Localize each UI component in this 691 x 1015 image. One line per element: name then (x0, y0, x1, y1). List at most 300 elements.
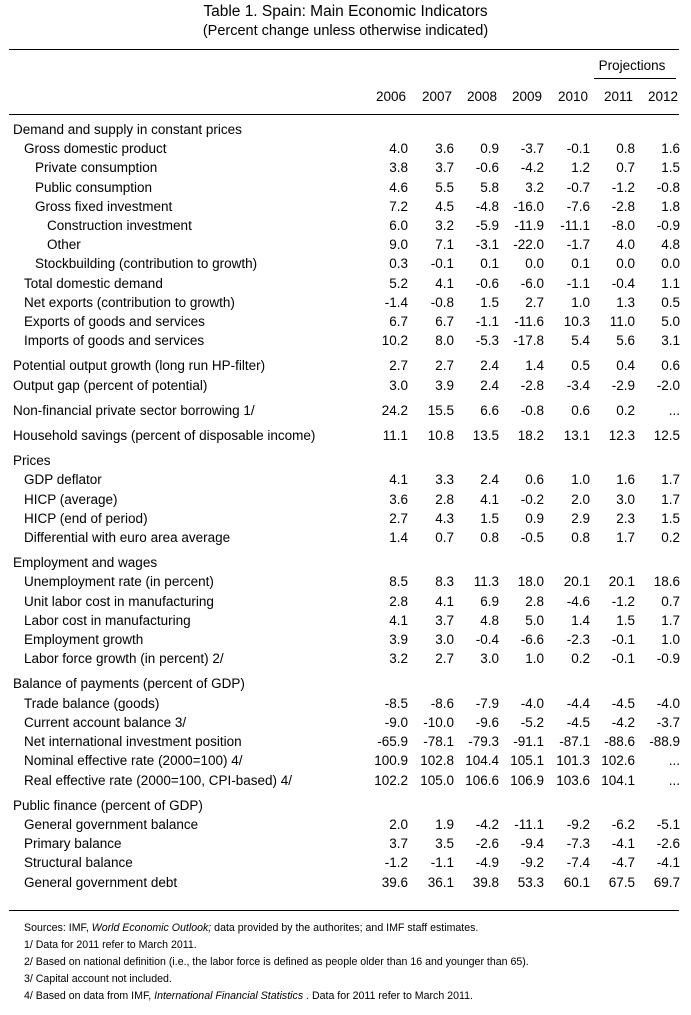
row-end-pad (680, 451, 691, 470)
cell-2008: 106.6 (465, 772, 499, 788)
cell-2010: -4.5 (566, 714, 590, 730)
cell-2007: 10.8 (427, 428, 454, 444)
table-row (0, 509, 691, 528)
row-label: HICP (average) (24, 491, 118, 507)
cell-2007: 3.6 (435, 141, 454, 157)
row-label: Imports of goods and services (24, 333, 205, 349)
cell-2011: -88.6 (604, 734, 635, 750)
table-row (0, 274, 691, 293)
cell-2007: -10.0 (423, 714, 454, 730)
row-label: HICP (end of period) (24, 510, 148, 526)
cell-2012: -0.8 (656, 179, 680, 195)
cell-2009: -0.8 (520, 402, 544, 418)
section-header-row (0, 120, 691, 139)
cell-2009: 0.9 (525, 510, 544, 526)
cell-2009: 0.0 (525, 256, 544, 272)
cell-2010: 2.9 (571, 510, 590, 526)
cell-2008: -4.2 (475, 816, 499, 832)
cell-2006: 2.8 (389, 593, 408, 609)
table-row (0, 197, 691, 216)
row-label: Employment and wages (13, 555, 158, 571)
cell-2007: 2.7 (435, 358, 454, 374)
row-end-pad (680, 490, 691, 509)
table-row (0, 694, 691, 713)
cell-2010: -0.1 (566, 141, 590, 157)
table-row (0, 834, 691, 853)
cell-2006: -65.9 (377, 734, 408, 750)
table-row (0, 528, 691, 547)
row-label: Balance of payments (percent of GDP) (13, 676, 245, 692)
row-label: Differential with euro area average (24, 530, 231, 546)
table-row (0, 572, 691, 591)
cell-2006 (368, 120, 408, 139)
table-row (0, 293, 691, 312)
cell-2009: -91.1 (513, 734, 544, 750)
cell-2006: 6.0 (389, 218, 408, 234)
cell-2007: 2.8 (435, 491, 454, 507)
sources-publication: World Economic Outlook; (91, 922, 212, 934)
cell-2012: -4.0 (656, 695, 680, 711)
cell-2008: -4.8 (475, 198, 499, 214)
row-label: Labor cost in manufacturing (24, 612, 191, 628)
row-end-pad (680, 197, 691, 216)
row-label: Prices (13, 453, 51, 469)
cell-2006: 6.7 (389, 314, 408, 330)
cell-2009: -9.2 (520, 855, 544, 871)
row-end-pad (680, 274, 691, 293)
cell-2011 (590, 451, 635, 470)
cell-2007 (408, 120, 454, 139)
cell-2011 (590, 674, 635, 693)
cell-2011: 3.0 (616, 491, 635, 507)
row-end-pad (680, 694, 691, 713)
cell-2008: -9.6 (475, 714, 499, 730)
cell-2011: 0.8 (616, 141, 635, 157)
cell-2011: 102.6 (601, 753, 635, 769)
cell-2008: 39.8 (472, 874, 499, 890)
row-end-pad (680, 674, 691, 693)
cell-2009: 2.7 (525, 294, 544, 310)
cell-2010: 10.3 (563, 314, 590, 330)
cell-2012: 1.5 (661, 160, 680, 176)
row-end-pad (680, 120, 691, 139)
cell-2009: 1.4 (525, 358, 544, 374)
table-row (0, 216, 691, 235)
cell-2009: 3.2 (525, 179, 544, 195)
row-label: General government balance (24, 816, 199, 832)
row-end-pad (680, 470, 691, 489)
footnote-4 (24, 988, 674, 1005)
cell-2009: -17.8 (513, 333, 544, 349)
cell-2006: 3.0 (389, 377, 408, 393)
year-header-2008: 2008 (466, 89, 497, 104)
section-header-row (0, 451, 691, 470)
cell-2010: 5.4 (571, 333, 590, 349)
row-label: Unemployment rate (in percent) (24, 574, 214, 590)
cell-2009: -0.2 (520, 491, 544, 507)
cell-2012 (635, 796, 680, 815)
cell-2010: -11.1 (560, 218, 590, 234)
cell-2011: -4.5 (611, 695, 635, 711)
cell-2007: 4.3 (435, 510, 454, 526)
cell-2007: 4.5 (435, 198, 454, 214)
cell-2012: 3.1 (661, 333, 680, 349)
row-label: Primary balance (24, 836, 122, 852)
sources-suffix: data provided by the authorites; and IMF staff estimates. (211, 922, 479, 934)
table-row (0, 331, 691, 350)
cell-2008 (454, 674, 499, 693)
cell-2012: 4.8 (661, 237, 680, 253)
cell-2012: 12.5 (653, 428, 680, 444)
cell-2009 (499, 451, 544, 470)
cell-2012: 1.7 (661, 491, 680, 507)
cell-2012: -2.0 (656, 377, 680, 393)
cell-2009: 2.8 (525, 593, 544, 609)
cell-2011: 0.2 (616, 402, 635, 418)
cell-2011 (590, 553, 635, 572)
row-end-pad (680, 158, 691, 177)
cell-2009 (499, 553, 544, 572)
cell-2009: -5.2 (520, 714, 544, 730)
cell-2006: 102.2 (374, 772, 408, 788)
cell-2009: 105.1 (510, 753, 544, 769)
cell-2009: -16.0 (513, 198, 544, 214)
cell-2012: 1.1 (661, 275, 680, 291)
cell-2012: 0.2 (661, 530, 680, 546)
cell-2007: 36.1 (427, 874, 454, 890)
row-label: Net international investment position (24, 734, 242, 750)
cell-2011: 104.1 (601, 772, 635, 788)
cell-2011: -4.1 (611, 836, 635, 852)
table-row (0, 873, 691, 892)
cell-2012: ... (668, 753, 680, 769)
row-label: Net exports (contribution to growth) (24, 294, 235, 310)
cell-2009: -11.1 (514, 816, 544, 832)
cell-2012 (635, 674, 680, 693)
cell-2008 (454, 796, 499, 815)
cell-2009: -6.0 (520, 275, 544, 291)
table-row (0, 853, 691, 872)
year-header-2010: 2010 (557, 89, 588, 104)
cell-2006: 2.7 (389, 510, 408, 526)
row-end-pad (680, 331, 691, 350)
row-end-pad (680, 235, 691, 254)
cell-2006: 3.6 (389, 491, 408, 507)
table-row (0, 751, 691, 770)
cell-2008: 4.1 (480, 491, 499, 507)
cell-2010: -87.1 (559, 734, 590, 750)
year-header-2011: 2011 (603, 89, 633, 104)
row-end-pad (680, 713, 691, 732)
row-end-pad (680, 139, 691, 158)
cell-2012: 1.7 (661, 612, 680, 628)
footnote-1: 1/ Data for 2011 refer to March 2011. (24, 939, 197, 951)
cell-2008: 0.8 (480, 530, 499, 546)
table-row (0, 592, 691, 611)
row-end-pad (680, 572, 691, 591)
row-end-pad (680, 553, 691, 572)
cell-2006: 5.2 (389, 275, 408, 291)
cell-2007: 3.0 (435, 632, 454, 648)
cell-2007: -0.1 (430, 256, 454, 272)
cell-2008: -79.3 (468, 734, 499, 750)
cell-2010: 0.8 (571, 530, 590, 546)
cell-2012: -5.1 (656, 816, 680, 832)
cell-2007: 15.5 (427, 402, 454, 418)
cell-2007: 2.7 (435, 651, 454, 667)
row-label: Unit labor cost in manufacturing (24, 593, 214, 609)
cell-2011: -6.2 (611, 816, 635, 832)
bottom-rule (9, 910, 679, 911)
cell-2008: 1.5 (480, 510, 499, 526)
row-end-pad (680, 509, 691, 528)
cell-2007: 3.3 (435, 472, 454, 488)
cell-2011: 5.6 (616, 333, 635, 349)
cell-2008: -0.4 (475, 632, 499, 648)
table-row (0, 254, 691, 273)
cell-2006: 1.4 (389, 530, 408, 546)
cell-2010: 1.0 (571, 294, 590, 310)
row-label: Gross domestic product (24, 141, 167, 157)
cell-2010: 13.1 (563, 428, 590, 444)
cell-2009: -0.5 (520, 530, 544, 546)
cell-2007: 1.9 (435, 816, 454, 832)
projections-label: Projections (598, 58, 666, 73)
cell-2007 (408, 796, 454, 815)
cell-2006 (368, 553, 408, 572)
row-label: Employment growth (24, 632, 144, 648)
cell-2010: 0.5 (571, 358, 590, 374)
cell-2007: 8.3 (435, 574, 454, 590)
row-label: Gross fixed investment (35, 198, 173, 214)
cell-2012: 1.6 (661, 141, 680, 157)
row-label: Potential output growth (long run HP-filter) (13, 358, 266, 374)
row-label: Total domestic demand (24, 275, 163, 291)
cell-2007: 105.0 (420, 772, 454, 788)
row-label: Public consumption (35, 179, 153, 195)
cell-2012: -0.9 (656, 651, 680, 667)
cell-2007: 3.7 (435, 612, 454, 628)
cell-2008: 104.4 (465, 753, 499, 769)
cell-2008: -7.9 (475, 695, 499, 711)
cell-2012 (635, 451, 680, 470)
row-end-pad (680, 216, 691, 235)
cell-2008 (454, 553, 499, 572)
cell-2011: 1.6 (616, 472, 635, 488)
cell-2007 (408, 674, 454, 693)
cell-2007: 3.9 (435, 377, 454, 393)
note4-suffix: . Data for 2011 refer to March 2011. (303, 990, 473, 1002)
row-label: Nominal effective rate (2000=100) 4/ (24, 753, 243, 769)
cell-2007: 3.5 (435, 836, 454, 852)
cell-2011: 20.1 (608, 574, 635, 590)
cell-2008: 0.9 (480, 141, 499, 157)
row-label: Non-financial private sector borrowing 1/ (13, 402, 255, 418)
row-label: Real effective rate (2000=100, CPI-based) 4/ (24, 772, 293, 788)
cell-2010: 0.2 (571, 651, 590, 667)
cell-2011: 11.0 (609, 314, 635, 330)
row-label: Structural balance (24, 855, 133, 871)
cell-2009: 18.2 (517, 428, 544, 444)
row-end-pad (680, 178, 691, 197)
cell-2012: -4.1 (656, 855, 680, 871)
section-header-row (0, 796, 691, 815)
note4-publication: International Financial Statistics (154, 990, 304, 1002)
sources-prefix: Sources: IMF, (24, 922, 92, 934)
cell-2010: -1.1 (566, 275, 590, 291)
cell-2007: 4.1 (435, 275, 454, 291)
cell-2012: 1.0 (661, 632, 680, 648)
cell-2008: -4.9 (475, 855, 499, 871)
cell-2011: 2.3 (616, 510, 635, 526)
cell-2007: -1.1 (430, 855, 454, 871)
footnote-2: 2/ Based on national definition (i.e., the labor force is defined as people older than 16 and younger than 65). (24, 956, 529, 968)
cell-2012: 18.6 (653, 574, 680, 590)
year-header-2009: 2009 (511, 89, 542, 104)
table-row (0, 178, 691, 197)
cell-2008: -2.6 (475, 836, 499, 852)
cell-2006: 0.3 (389, 256, 408, 272)
cell-2008: -1.1 (475, 314, 499, 330)
table-row (0, 732, 691, 751)
cell-2010: 1.0 (571, 472, 590, 488)
table-row (0, 158, 691, 177)
cell-2010: 20.1 (563, 574, 590, 590)
cell-2008: -3.1 (475, 237, 499, 253)
cell-2007: -8.6 (430, 695, 454, 711)
year-header-2006: 2006 (375, 89, 406, 104)
cell-2011 (590, 120, 635, 139)
cell-2011: -1.2 (611, 593, 635, 609)
cell-2008: 11.3 (473, 574, 499, 590)
cell-2009: 106.9 (510, 772, 544, 788)
cell-2009: 53.3 (517, 874, 544, 890)
cell-2011: -2.8 (611, 198, 635, 214)
row-label: Exports of goods and services (24, 314, 205, 330)
cell-2010: -7.4 (566, 855, 590, 871)
cell-2006: -9.0 (384, 714, 408, 730)
cell-2010: 1.4 (571, 612, 590, 628)
cell-2012 (635, 120, 680, 139)
row-end-pad (680, 630, 691, 649)
cell-2010 (544, 796, 590, 815)
cell-2009: -3.7 (520, 141, 544, 157)
cell-2012: 1.8 (661, 198, 680, 214)
cell-2009 (499, 674, 544, 693)
table-row (0, 235, 691, 254)
cell-2008 (454, 120, 499, 139)
cell-2010: 2.0 (571, 491, 590, 507)
cell-2006: 7.2 (389, 198, 408, 214)
table-row (0, 649, 691, 668)
cell-2009: -6.6 (520, 632, 544, 648)
cell-2012: 0.0 (661, 256, 680, 272)
cell-2011: 1.3 (616, 294, 635, 310)
section-header-row (0, 674, 691, 693)
year-header-2012: 2012 (647, 89, 678, 104)
cell-2006 (368, 451, 408, 470)
row-label: GDP deflator (24, 472, 102, 488)
cell-2006: 2.7 (389, 358, 408, 374)
cell-2006: 3.2 (389, 651, 408, 667)
row-end-pad (680, 376, 691, 395)
cell-2011: -4.2 (611, 714, 635, 730)
cell-2007: 3.7 (435, 160, 454, 176)
row-label: Labor force growth (in percent) 2/ (24, 651, 224, 667)
cell-2008: 1.5 (480, 294, 499, 310)
cell-2012: ... (668, 402, 680, 418)
cell-2006: 3.8 (389, 160, 408, 176)
row-end-pad (680, 853, 691, 872)
cell-2008: 6.6 (480, 402, 499, 418)
cell-2011: 1.5 (616, 612, 635, 628)
cell-2009: -4.2 (520, 160, 544, 176)
row-end-pad (680, 611, 691, 630)
cell-2007: 7.1 (435, 237, 454, 253)
table-row (0, 312, 691, 331)
top-rule (9, 49, 679, 50)
row-label: Output gap (percent of potential) (13, 377, 208, 393)
cell-2010: 1.2 (571, 160, 590, 176)
cell-2006: -8.5 (384, 695, 408, 711)
cell-2012: -0.9 (656, 218, 680, 234)
row-end-pad (680, 873, 691, 892)
cell-2006: 10.2 (381, 333, 408, 349)
row-end-pad (680, 815, 691, 834)
cell-2006: 4.0 (389, 141, 408, 157)
cell-2009: 18.0 (517, 574, 544, 590)
table-subtitle: (Percent change unless otherwise indicated) (202, 23, 489, 39)
cell-2011: -0.1 (611, 651, 635, 667)
cell-2007: 6.7 (435, 314, 454, 330)
row-label: Construction investment (47, 218, 192, 234)
cell-2011: -0.4 (611, 275, 635, 291)
cell-2010 (544, 451, 590, 470)
note4-prefix: 4/ Based on data from IMF, (24, 990, 155, 1002)
cell-2012: -88.9 (649, 734, 680, 750)
row-end-pad (680, 356, 691, 375)
year-header-2007: 2007 (421, 89, 452, 104)
cell-2010: -4.4 (566, 695, 590, 711)
cell-2010: -4.6 (566, 593, 590, 609)
row-end-pad (680, 751, 691, 770)
cell-2009: 0.6 (525, 472, 544, 488)
cell-2007: 102.8 (420, 753, 454, 769)
cell-2011: 0.0 (616, 256, 635, 272)
cell-2011: 1.7 (616, 530, 635, 546)
cell-2010 (544, 553, 590, 572)
cell-2006: -1.4 (384, 294, 408, 310)
cell-2011: -1.2 (611, 179, 635, 195)
cell-2007: -78.1 (423, 734, 454, 750)
table-row (0, 713, 691, 732)
row-end-pad (680, 293, 691, 312)
cell-2006: -1.2 (384, 855, 408, 871)
cell-2011: -0.1 (611, 632, 635, 648)
cell-2009: -11.6 (514, 314, 544, 330)
table-row (0, 815, 691, 834)
cell-2008: 5.8 (480, 179, 499, 195)
cell-2007: 0.7 (435, 530, 454, 546)
cell-2010 (544, 674, 590, 693)
row-label: Household savings (percent of disposable income) (13, 428, 316, 444)
cell-2008 (454, 451, 499, 470)
cell-2008: -0.6 (475, 160, 499, 176)
cell-2012: 1.5 (661, 510, 680, 526)
cell-2006: 9.0 (389, 237, 408, 253)
cell-2008: -5.3 (475, 333, 499, 349)
cell-2007 (408, 451, 454, 470)
